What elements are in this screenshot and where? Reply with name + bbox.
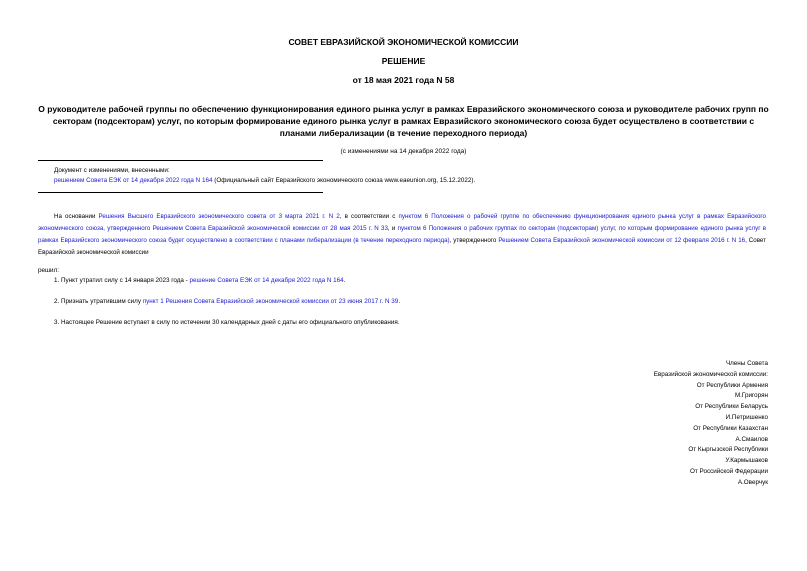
resolved-label: решил:	[38, 267, 59, 274]
signer-name: У.Кармышаков	[725, 457, 768, 465]
document-type: РЕШЕНИЕ	[381, 56, 426, 66]
paragraph-1	[54, 277, 345, 284]
signer-name: А.Оверчук	[737, 478, 768, 486]
signer-name: А.Смаилов	[735, 435, 768, 443]
preamble-paragraph	[38, 211, 766, 259]
changes-intro: Документ с изменениями, внесенными:	[54, 167, 170, 174]
preamble-link-decision[interactable]: Решения Высшего Евразийского экономического совета от 3 марта 2021 г. N 2	[98, 213, 340, 220]
paragraph-2-link[interactable]: пункт 1 Решения Совета Евразийской экономической комиссии от 23 июня 2017 г. N 39	[142, 298, 399, 305]
signer-country: От Кыргызской Республики	[688, 446, 768, 454]
preamble-link-point6-group[interactable]: пунктом 6 Положения о рабочей группе по обеспечению функционирования единого рынка услуг в рамках Евразийского экономического союза, утвержденного Решением Совета Евразийской экономической комиссии от 28 мая 2015 г. N 33	[38, 213, 766, 232]
preamble-text: , в соответствии с	[339, 213, 399, 220]
document-title: О руководителе рабочей группы по обеспечению функционирования единого рынка услуг в рамках Евразийского экономического союза и руководителе рабочих групп по секторам (подсекторам) услуг, по которым формирование единого рынка услуг в рамках Евразийского экономического союза будет осуществлено в соответствии с планами либерализации (в течение переходного периода)	[38, 104, 769, 138]
changes-source: (Официальный сайт Евразийского экономического союза www.eaeunion.org, 15.12.2022).	[212, 177, 476, 184]
changes-block	[54, 166, 475, 186]
signers-heading: Члены Совета	[725, 360, 768, 367]
signer-name: М.Григорян	[734, 392, 768, 400]
preamble-link-decision-16[interactable]: Решением Совета Евразийской экономической комиссии от 12 февраля 2016 г. N 16	[498, 237, 746, 244]
preamble-text: На основании	[54, 213, 99, 220]
preamble-link-point6-sectors[interactable]: пунктом 6 Положения о рабочих группах по секторам (подсекторам) услуг, по которым формирование единого рынка услуг в рамках Евразийского экономического союза будет осуществлено в соответствии с планами либерализации (в течение переходного периода)	[38, 225, 767, 244]
preamble-text: , и	[387, 225, 398, 232]
signer-country: От Республики Казахстан	[693, 424, 768, 432]
signatories-block	[654, 359, 768, 489]
signer-name: И.Петришенко	[725, 413, 768, 421]
signer-country: От Республики Армения	[696, 381, 768, 389]
changes-line	[54, 176, 475, 186]
amendment-note: (с изменениями на 14 декабря 2022 года)	[340, 148, 467, 155]
divider-bottom	[38, 192, 323, 193]
preamble-text: , утвержденного	[449, 237, 499, 244]
divider-top	[38, 160, 323, 161]
organization-heading: СОВЕТ ЕВРАЗИЙСКОЙ ЭКОНОМИЧЕСКОЙ КОМИССИИ	[288, 37, 519, 47]
paragraph-1-link[interactable]: решение Совета ЕЭК от 14 декабря 2022 года N 164	[189, 277, 344, 284]
signers-heading-2: Евразийской экономической комиссии:	[653, 370, 768, 378]
preamble-text: , Совет Евразийской экономической комиссии	[38, 237, 766, 256]
paragraph-2	[54, 298, 400, 305]
paragraph-2-end: .	[398, 298, 401, 305]
signer-country: От Российской Федерации	[689, 467, 768, 475]
signer-country: От Республики Беларусь	[695, 403, 768, 411]
paragraph-3: 3. Настоящее Решение вступает в силу по истечении 30 календарных дней с даты его официального опубликования.	[54, 319, 400, 326]
changes-link[interactable]: решением Совета ЕЭК от 14 декабря 2022 года N 164	[54, 177, 213, 184]
paragraph-1-end: .	[343, 277, 346, 284]
paragraph-1-text: 1. Пункт утратил силу с 14 января 2023 года -	[54, 277, 190, 284]
paragraph-2-text: 2. Признать утратившим силу	[54, 298, 143, 305]
document-date: от 18 мая 2021 года N 58	[352, 75, 455, 85]
